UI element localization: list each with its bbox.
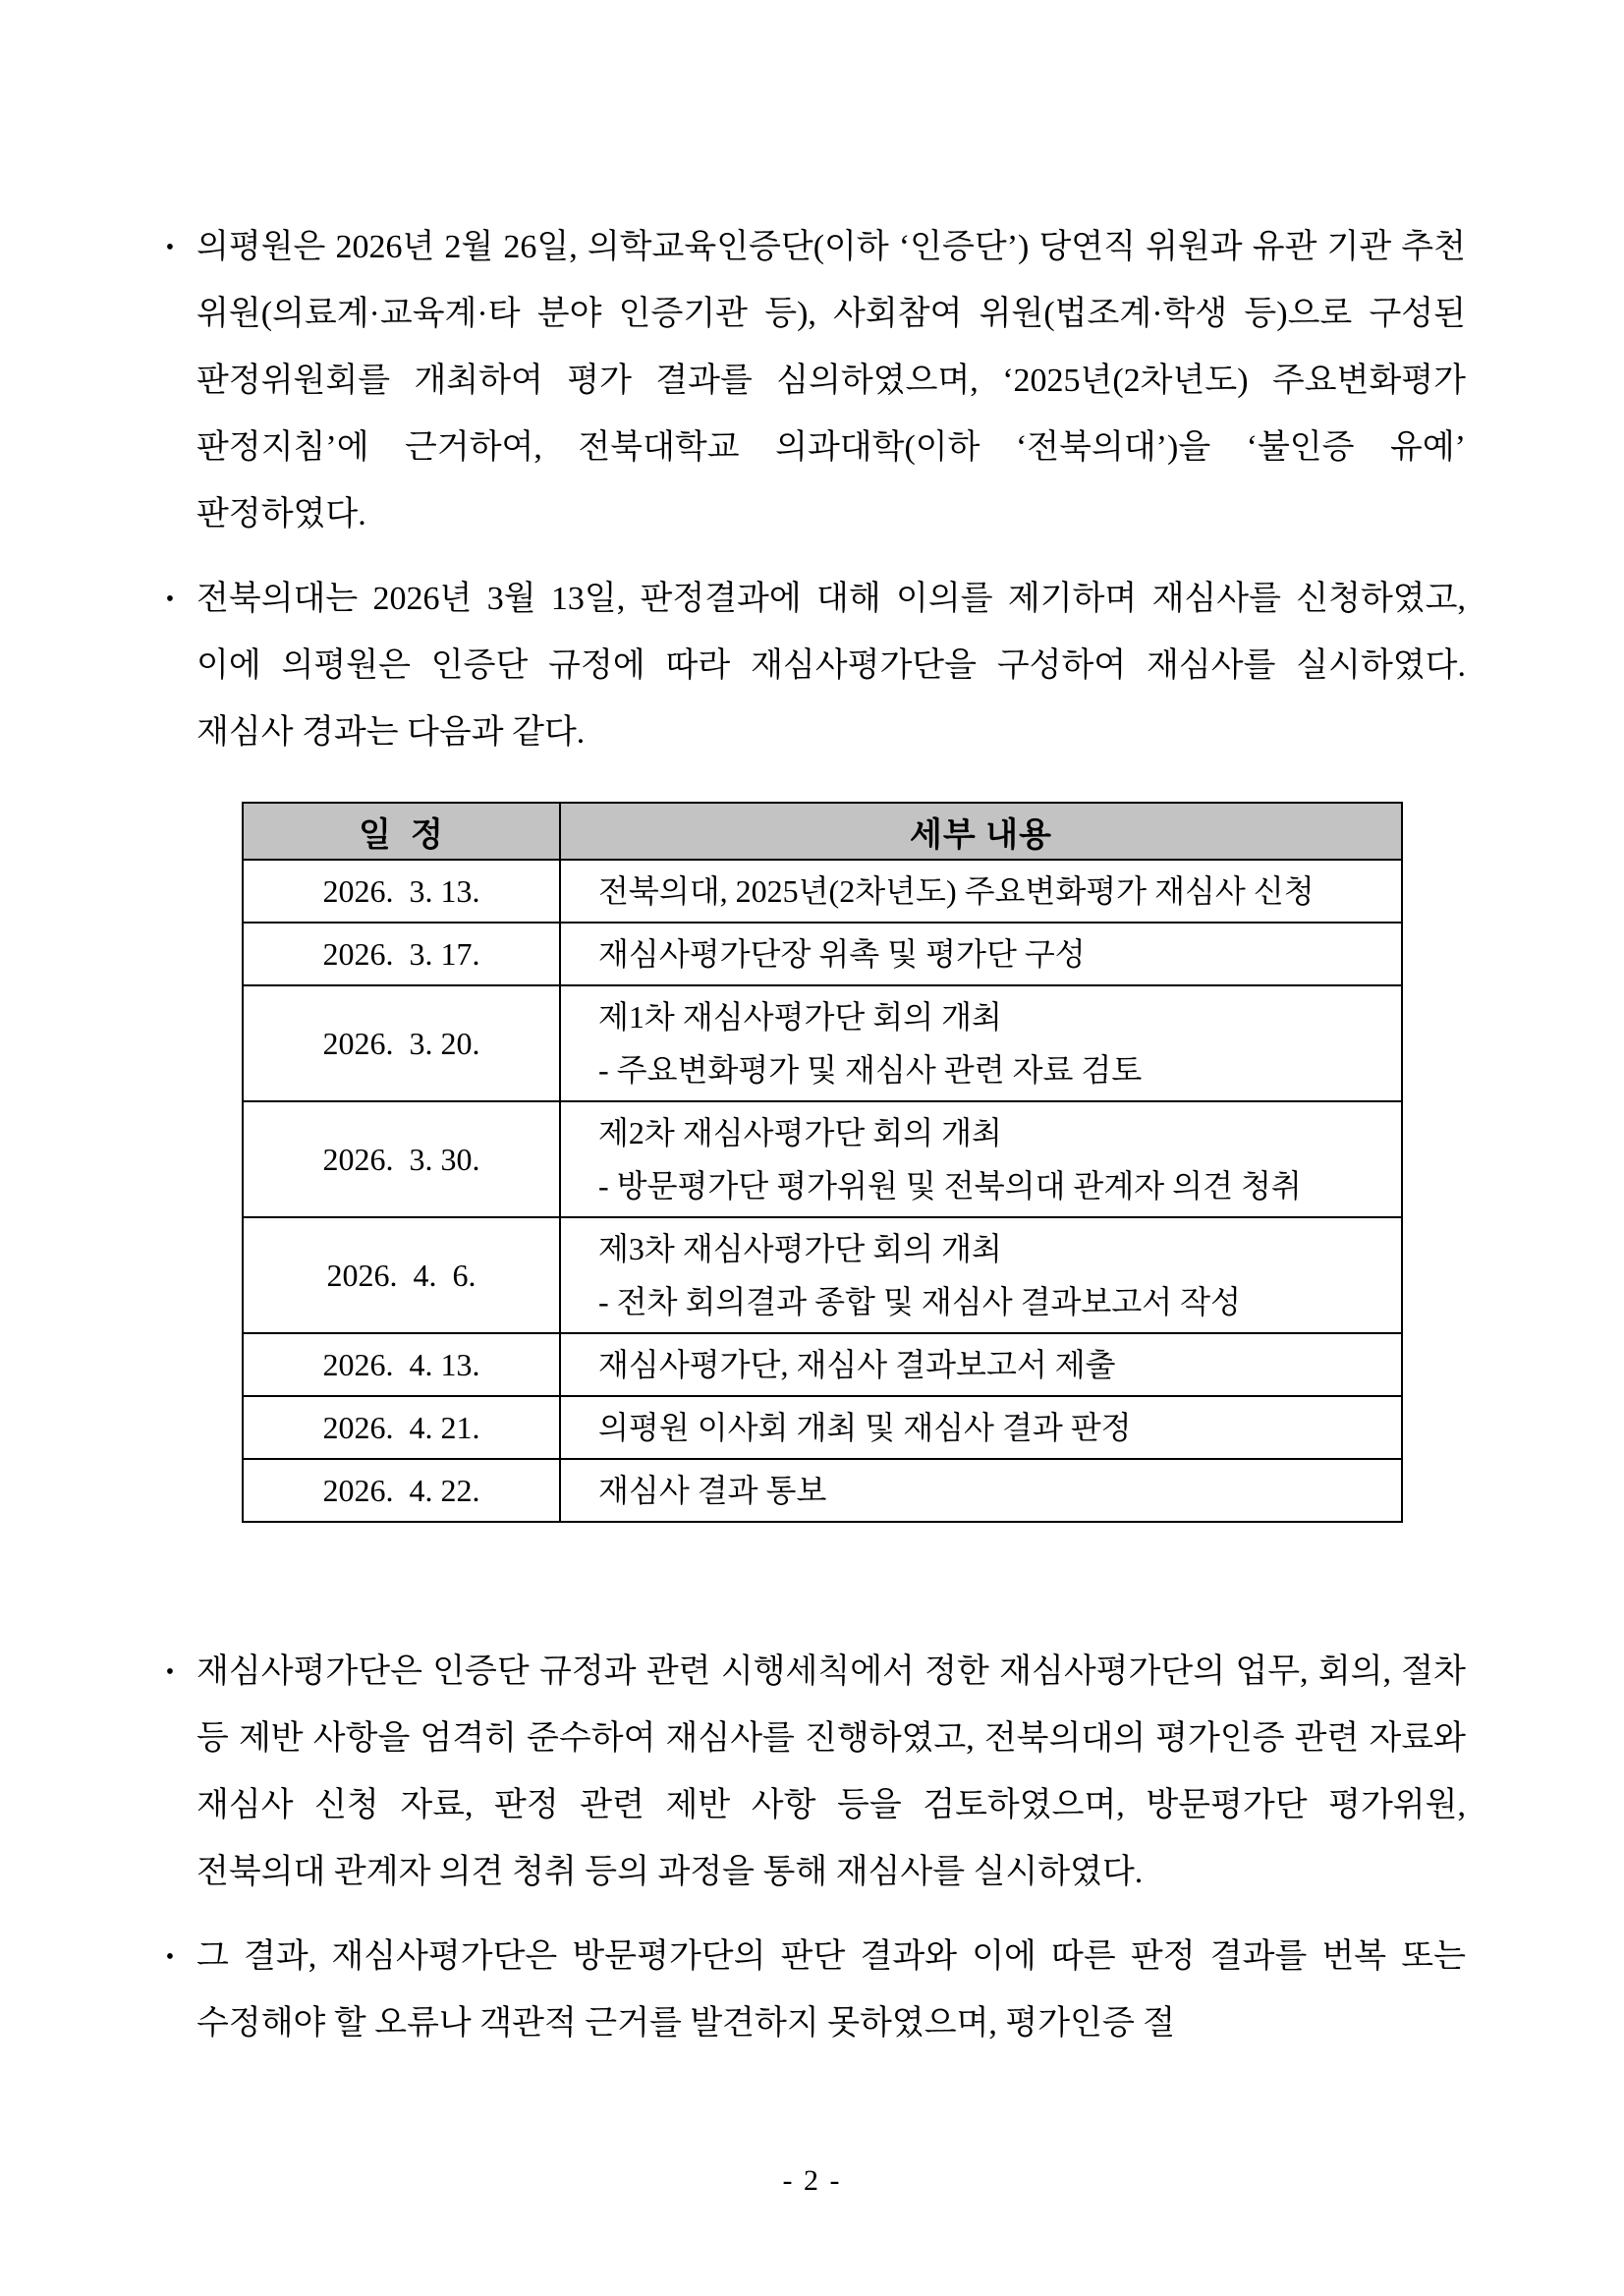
page-number: - 2 - (782, 2164, 842, 2197)
details-cell (560, 1396, 1402, 1459)
table-row (243, 1217, 1402, 1333)
details-cell (560, 985, 1402, 1101)
details-cell (560, 1333, 1402, 1396)
details-cell (560, 860, 1402, 923)
table-row (243, 923, 1402, 985)
detail-line: 제3차 재심사평가단 회의 개최 (598, 1231, 1002, 1266)
details-cell (560, 1459, 1402, 1522)
date-cell: 2026. 3. 30. (243, 1101, 560, 1217)
document-body (165, 214, 1466, 2075)
detail-line: 재심사평가단장 위촉 및 평가단 구성 (598, 936, 1086, 972)
bullet-paragraph (165, 214, 1466, 548)
detail-line: 제2차 재심사평가단 회의 개최 (598, 1115, 1002, 1150)
date-cell: 2026. 3. 13. (243, 860, 560, 923)
schedule-table-container (242, 802, 1466, 1523)
date-cell: 2026. 4. 22. (243, 1459, 560, 1522)
table-header-row (243, 803, 1402, 860)
detail-line: - 주요변화평가 및 재심사 관련 자료 검토 (598, 1052, 1143, 1088)
table-row (243, 1101, 1402, 1217)
details-cell (560, 1217, 1402, 1333)
bullet-icon: • (165, 587, 175, 612)
bullet-paragraph (165, 1924, 1466, 2057)
table-row (243, 1396, 1402, 1459)
bullet-icon: • (165, 1944, 175, 1970)
date-cell: 2026. 3. 17. (243, 923, 560, 985)
schedule-col-header-details: 세부 내용 (560, 803, 1402, 860)
schedule-col-header-date: 일 정 (243, 803, 560, 860)
detail-line: 전북의대, 2025년(2차년도) 주요변화평가 재심사 신청 (598, 873, 1315, 909)
details-cell (560, 923, 1402, 985)
details-cell (560, 1101, 1402, 1217)
table-row (243, 1459, 1402, 1522)
date-cell: 2026. 3. 20. (243, 985, 560, 1101)
date-cell: 2026. 4. 6. (243, 1217, 560, 1333)
table-row (243, 985, 1402, 1101)
detail-line: - 방문평가단 평가위원 및 전북의대 관계자 의견 청취 (598, 1168, 1302, 1204)
paragraph-text: 의평원은 2026년 2월 26일, 의학교육인증단(이하 ‘인증단’) 당연직 위원과 유관 기관 추천 위원(의료계·교육계·타 분야 인증기관 등), 사회참여 위원(법조계·학생 등)으로 구성된 판정위원회를 개최하여 평가 결과를 심의하였으며, ‘2025년(2차년도) 주요변화평가 판정지침’에 근거하여, 전북대학교 의과대학(이하 ‘전북의대’)을 ‘불인증 유예’ 판정하였다. (196, 229, 1466, 532)
detail-line: 재심사평가단, 재심사 결과보고서 제출 (598, 1347, 1116, 1382)
detail-line: - 전차 회의결과 종합 및 재심사 결과보고서 작성 (598, 1284, 1241, 1319)
detail-line: 제1차 재심사평가단 회의 개최 (598, 999, 1002, 1035)
date-cell: 2026. 4. 21. (243, 1396, 560, 1459)
detail-line: 의평원 이사회 개최 및 재심사 결과 판정 (598, 1410, 1132, 1445)
table-row (243, 860, 1402, 923)
paragraph-text: 그 결과, 재심사평가단은 방문평가단의 판단 결과와 이에 따른 판정 결과를 번복 또는 수정해야 할 오류나 객관적 근거를 발견하지 못하였으며, 평가인증 절 (196, 1938, 1466, 2042)
bullet-icon: • (165, 1659, 175, 1685)
detail-line: 재심사 결과 통보 (598, 1473, 827, 1508)
date-cell: 2026. 4. 13. (243, 1333, 560, 1396)
schedule-table (242, 802, 1403, 1523)
bullet-paragraph (165, 566, 1466, 766)
bullet-paragraph (165, 1639, 1466, 1906)
table-row (243, 1333, 1402, 1396)
paragraph-text: 전북의대는 2026년 3월 13일, 판정결과에 대해 이의를 제기하며 재심사를 신청하였고, 이에 의평원은 인증단 규정에 따라 재심사평가단을 구성하여 재심사를 실시하였다. 재심사 경과는 다음과 같다. (196, 581, 1466, 751)
bullet-icon: • (165, 235, 175, 260)
paragraph-text: 재심사평가단은 인증단 규정과 관련 시행세칙에서 정한 재심사평가단의 업무, 회의, 절차 등 제반 사항을 엄격히 준수하여 재심사를 진행하였고, 전북의대의 평가인증 관련 자료와 재심사 신청 자료, 판정 관련 제반 사항 등을 검토하였으며, 방문평가단 평가위원, 전북의대 관계자 의견 청취 등의 과정을 통해 재심사를 실시하였다. (196, 1653, 1466, 1890)
